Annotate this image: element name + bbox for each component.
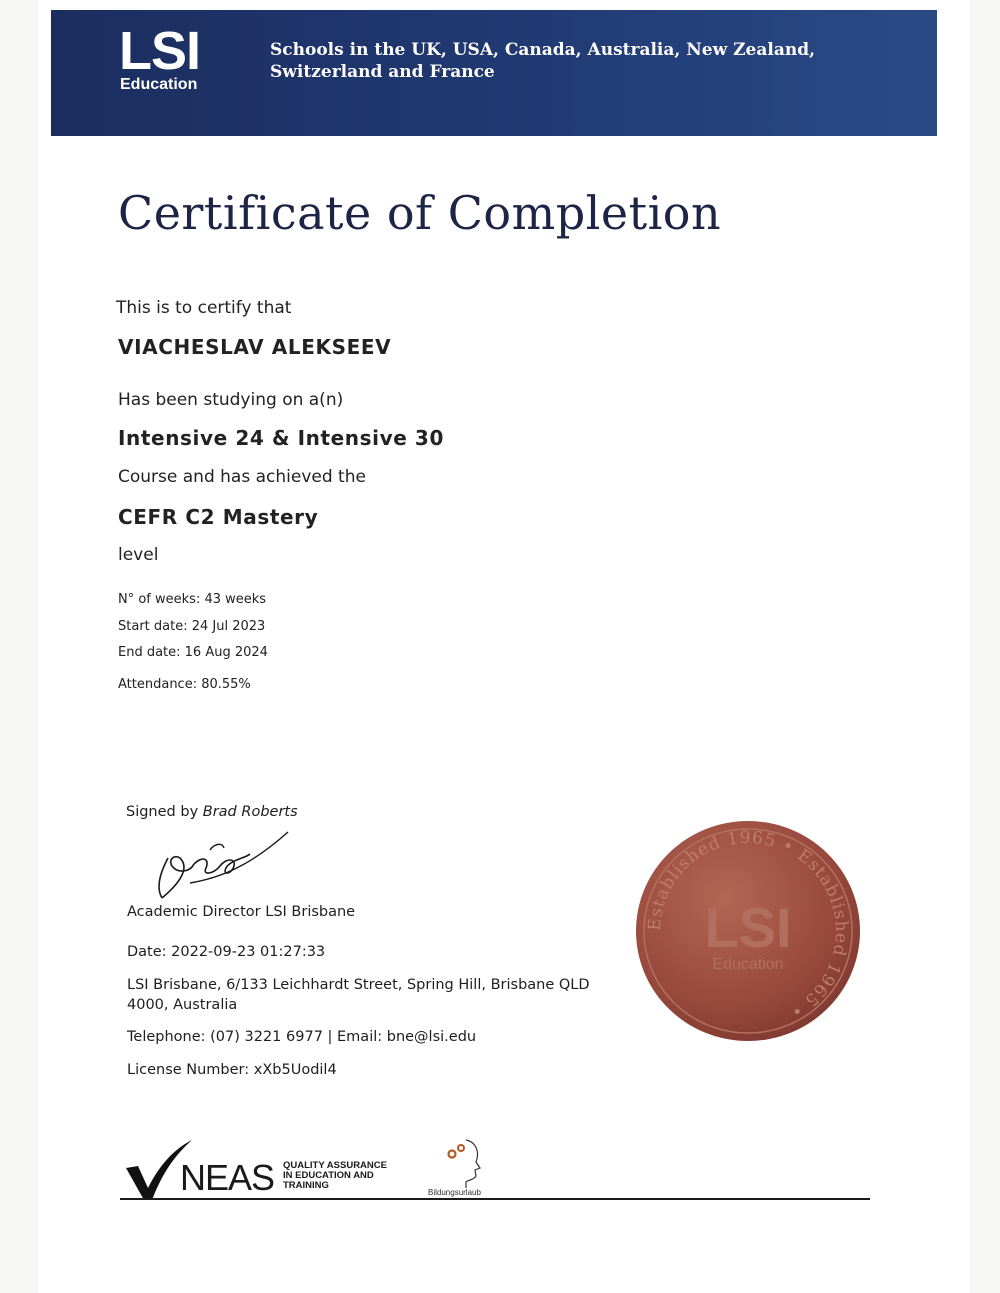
seal-center-sub: Education: [712, 956, 784, 973]
signer-role: Academic Director LSI Brisbane: [127, 904, 356, 920]
neas-logo: NEAS: [180, 1157, 275, 1198]
contact-info: Telephone: (07) 3221 6977 | Email: bne@lsi.edu: [127, 1029, 477, 1045]
neas-tagline-line-3: TRAINING: [283, 1180, 329, 1191]
studying-intro: Has been studying on a(n): [118, 390, 344, 410]
certify-intro: This is to certify that: [116, 298, 292, 318]
footer-divider: [120, 1198, 870, 1200]
certificate-title: Certificate of Completion: [118, 186, 722, 240]
attendance: Attendance: 80.55%: [118, 677, 251, 692]
address-line-2: 4000, Australia: [127, 997, 238, 1013]
seal-ring-text: Established 1965 • Established 1965 •: [644, 827, 852, 1023]
signature-graphic: [150, 828, 295, 903]
lsi-logo-subtitle: Education: [120, 76, 198, 93]
level-suffix: level: [118, 545, 159, 565]
signer-name: Brad Roberts: [202, 804, 298, 820]
bildungsurlaub-label: Bildungsurlaub: [428, 1188, 481, 1197]
student-name: VIACHESLAV ALEKSEEV: [118, 335, 392, 359]
signed-by-prefix: Signed by: [126, 804, 199, 820]
weeks-count: N° of weeks: 43 weeks: [118, 592, 267, 607]
neas-tagline-line-1: QUALITY ASSURANCE: [283, 1160, 387, 1171]
address-line-1: LSI Brisbane, 6/133 Leichhardt Street, Spring Hill, Brisbane QLD: [127, 977, 590, 993]
achieved-intro: Course and has achieved the: [118, 467, 366, 487]
level-name: CEFR C2 Mastery: [118, 505, 319, 529]
signed-by: [126, 804, 298, 820]
seal-center-main: LSI: [704, 896, 792, 959]
start-date: Start date: 24 Jul 2023: [118, 619, 266, 634]
license-number: License Number: xXb5Uodil4: [127, 1062, 337, 1078]
lsi-logo: LSI: [119, 21, 201, 81]
signature-date: Date: 2022-09-23 01:27:33: [127, 944, 326, 960]
end-date: End date: 16 Aug 2024: [118, 645, 268, 660]
neas-tagline-line-2: IN EDUCATION AND: [283, 1170, 374, 1181]
lsi-seal: [634, 819, 862, 1043]
header-banner: [51, 10, 937, 136]
course-name: Intensive 24 & Intensive 30: [118, 426, 444, 450]
bildungsurlaub-head-icon: [440, 1136, 484, 1190]
neas-tagline: [283, 1161, 387, 1191]
schools-list: Schools in the UK, USA, Canada, Australia, New Zealand, Switzerland and France: [270, 40, 816, 82]
